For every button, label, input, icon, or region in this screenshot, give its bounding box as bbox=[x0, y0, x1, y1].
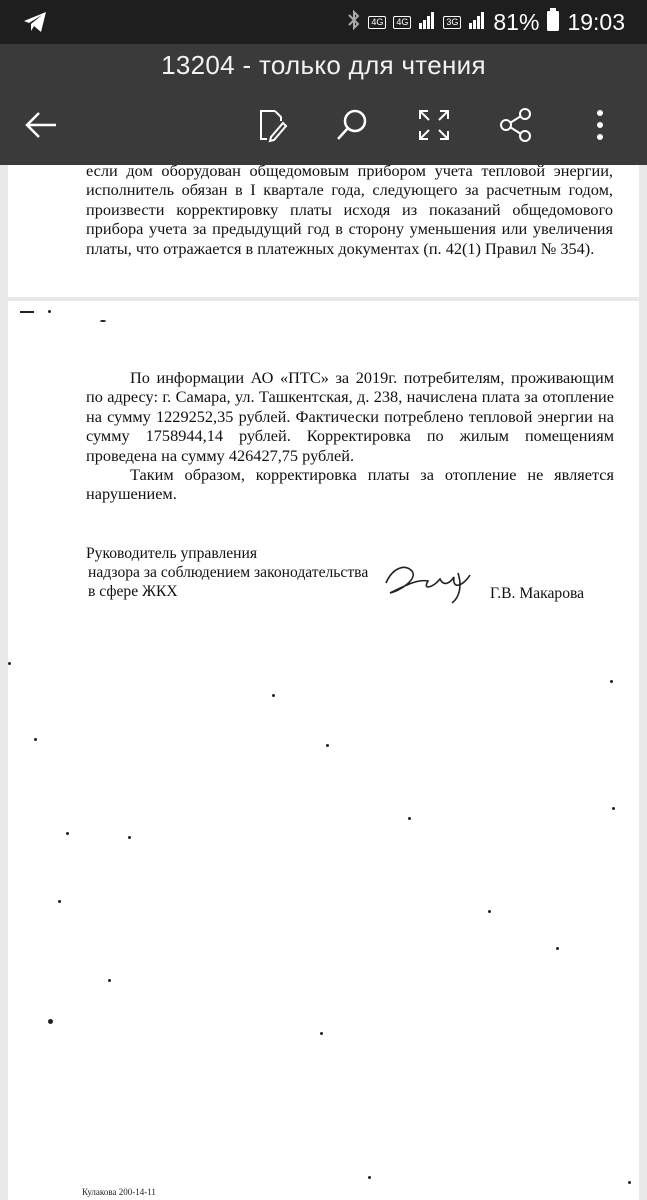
scan-dot bbox=[34, 738, 37, 741]
edit-button[interactable] bbox=[248, 102, 294, 148]
battery-icon bbox=[546, 8, 560, 37]
share-button[interactable] bbox=[493, 102, 539, 148]
clock: 19:03 bbox=[567, 8, 625, 35]
scan-dot bbox=[128, 836, 131, 839]
scan-dot bbox=[628, 1181, 631, 1184]
conclusion-paragraph: Таким образом, корректировка платы за отопление не является нарушением. bbox=[86, 465, 614, 504]
app-bar bbox=[0, 44, 647, 165]
signal-icon bbox=[418, 11, 436, 34]
network-type-3: 3G bbox=[443, 16, 461, 29]
page1-paragraph: если дом оборудован общедомовым прибором учета тепловой энергии, исполнитель обязан в I квартале года, следующего за расчетным годом, произвести корректировку платы исходя из показаний общедомового прибора учета за предыдущий год в сторону уменьшения или увеличения платы, что отражается в платежных документах (п. 42(1) Правил № 354). bbox=[86, 161, 613, 258]
scan-dot bbox=[58, 900, 61, 903]
scan-dot bbox=[610, 680, 613, 683]
signatory-line-1: Руководитель управления bbox=[86, 545, 258, 562]
scan-dot bbox=[556, 947, 559, 950]
search-icon bbox=[334, 107, 370, 143]
scan-dot bbox=[8, 662, 11, 665]
signatory-name: Г.В. Макарова bbox=[490, 585, 585, 602]
more-options-button[interactable] bbox=[577, 102, 623, 148]
back-button[interactable] bbox=[18, 102, 64, 148]
scan-dot bbox=[66, 832, 69, 835]
scan-dot bbox=[48, 1019, 53, 1024]
scan-dot bbox=[272, 694, 275, 697]
scan-dot bbox=[368, 1176, 371, 1179]
scan-mark bbox=[20, 311, 34, 313]
signatory-title bbox=[86, 544, 368, 602]
battery-percent: 81% bbox=[493, 8, 540, 35]
scan-dot bbox=[320, 1032, 323, 1035]
search-button[interactable] bbox=[329, 102, 375, 148]
share-icon bbox=[498, 107, 534, 143]
status-bar bbox=[0, 0, 647, 44]
bluetooth-icon bbox=[347, 9, 361, 36]
back-arrow-icon bbox=[23, 107, 59, 143]
info-paragraph: По информации АО «ПТС» за 2019г. потребителям, проживающим по адресу: г. Самара, ул. Ташкентская, д. 238, начислена плата за отопление на сумму 1229252,35 рублей. Фактически потреблено тепловой энергии на сумму 1758944,14 рублей. Корректировка по жилым помещениям проведена на сумму 426427,75 рублей. bbox=[86, 368, 614, 465]
status-icons bbox=[347, 0, 625, 44]
signatory-line-2: надзора за соблюдением законодательства bbox=[88, 564, 369, 582]
telegram-icon bbox=[22, 9, 48, 40]
document-page-2 bbox=[8, 301, 639, 1200]
edit-icon bbox=[253, 107, 289, 143]
fullscreen-button[interactable] bbox=[411, 102, 457, 148]
scan-dot bbox=[100, 320, 106, 322]
fullscreen-icon bbox=[417, 108, 451, 142]
scan-dot bbox=[612, 807, 615, 810]
network-type-1: 4G bbox=[368, 16, 386, 29]
scan-dot bbox=[108, 979, 111, 982]
scan-dot bbox=[48, 310, 51, 313]
footer-contact: Кулакова 200-14-11 bbox=[82, 1187, 156, 1197]
scan-dot bbox=[488, 910, 491, 913]
signal-icon-2 bbox=[468, 11, 486, 34]
page2-body bbox=[86, 368, 614, 504]
more-icon bbox=[594, 107, 606, 143]
handwritten-signature bbox=[378, 557, 478, 612]
scan-dot bbox=[326, 744, 329, 747]
scan-dot bbox=[408, 817, 411, 820]
document-title: 13204 - только для чтения bbox=[161, 50, 486, 80]
document-page-1 bbox=[8, 161, 639, 297]
network-type-2: 4G bbox=[393, 16, 411, 29]
signatory-line-3: в сфере ЖКХ bbox=[88, 583, 178, 601]
